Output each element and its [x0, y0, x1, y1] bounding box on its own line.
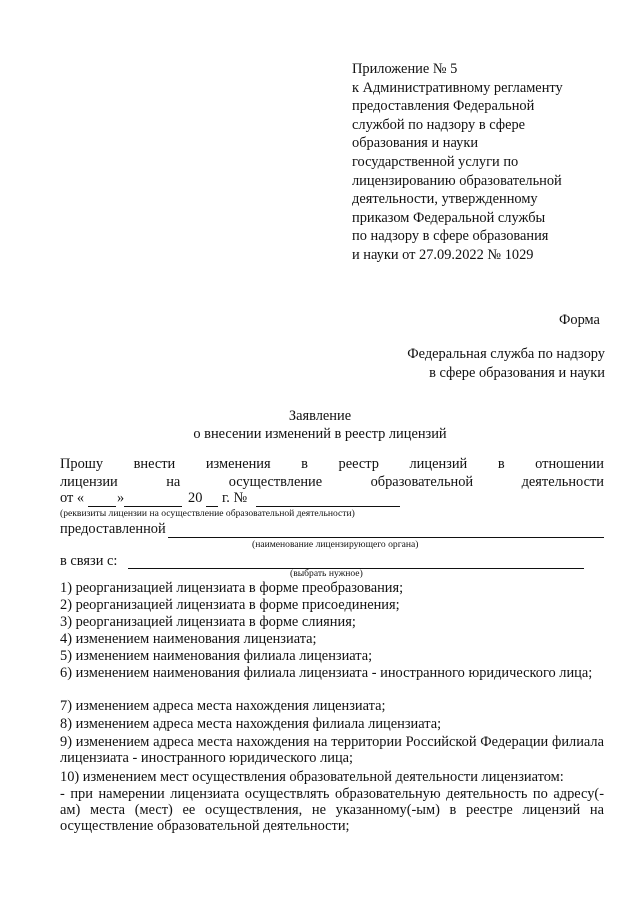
appendix-line: и науки от 27.09.2022 № 1029 — [352, 246, 534, 263]
reason-label: в связи с: — [60, 553, 118, 569]
request-line-1 — [60, 456, 604, 472]
request-word: лицензий — [409, 456, 468, 472]
list-item: 4) изменением наименования лицензиата; — [60, 631, 317, 647]
year-prefix: 20 — [188, 490, 203, 506]
appendix-line: предоставления Федеральной — [352, 98, 535, 115]
list-item: 8) изменением адреса места нахождения филиала лицензиата; — [60, 716, 442, 732]
list-item: 3) реорганизацией лицензиата в форме слияния; — [60, 614, 356, 630]
list-item: 1) реорганизацией лицензиата в форме преобразования; — [60, 580, 404, 596]
licensing-authority-blank[interactable] — [168, 537, 604, 538]
list-item: 2) реорганизацией лицензиата в форме присоединения; — [60, 597, 400, 613]
license-number-blank[interactable] — [256, 506, 400, 507]
requisites-caption: (реквизиты лицензии на осуществление образовательной деятельности) — [60, 508, 355, 519]
request-word: образовательной — [370, 474, 474, 490]
provided-caption: (наименование лицензирующего органа) — [252, 539, 419, 550]
appendix-block — [352, 60, 563, 265]
appendix-line: деятельности, утвержденному — [352, 191, 538, 208]
list-item: 10) изменением мест осуществления образовательной деятельности лицензиатом: — [60, 769, 564, 785]
authority-line: Федеральная служба по надзору — [407, 346, 605, 362]
request-word: Прошу — [60, 456, 104, 472]
form-label: Форма — [559, 312, 600, 328]
request-word: осуществление — [228, 474, 323, 490]
list-item: - при намерении лицензиата осуществлять образовательную деятельность по адресу(-ам) места (мест) ее осуществления, не указанному(-ым) в реестре лицензий на осуществление образовательной деятельности; — [60, 786, 604, 834]
list-item: 5) изменением наименования филиала лицензиата; — [60, 648, 373, 664]
appendix-line: образования и науки — [352, 135, 479, 152]
request-word: на — [166, 474, 181, 490]
document-subtitle: о внесении изменений в реестр лицензий — [193, 426, 447, 442]
number-label: г. № — [222, 490, 248, 506]
appendix-line: приказом Федеральной службы — [352, 209, 546, 226]
appendix-line: Приложение № 5 — [352, 61, 458, 77]
month-blank[interactable] — [124, 506, 182, 507]
authority-line: в сфере образования и науки — [429, 365, 605, 381]
list-item: 7) изменением адреса места нахождения лицензиата; — [60, 698, 386, 714]
appendix-line: к Административному регламенту — [352, 79, 563, 96]
appendix-line: лицензированию образовательной — [352, 172, 562, 189]
request-word: внести — [133, 456, 176, 472]
list-item: 9) изменением адреса места нахождения на территории Российской Федерации филиала лицензиата - иностранного юридического лица; — [60, 734, 604, 766]
request-word: в — [497, 456, 505, 472]
appendix-line: государственной услуги по — [352, 153, 519, 170]
appendix-line: по надзору в сфере образования — [352, 228, 549, 245]
document-title: Заявление — [288, 408, 352, 424]
request-word: в — [301, 456, 308, 472]
request-word: деятельности — [521, 474, 604, 490]
year-blank[interactable] — [206, 506, 218, 507]
appendix-line: службой по надзору в сфере — [352, 116, 526, 133]
request-word: отношении — [535, 456, 604, 472]
request-word: реестр — [338, 456, 379, 472]
request-word: изменения — [205, 456, 271, 472]
day-blank[interactable] — [88, 506, 116, 507]
authority-block — [407, 345, 605, 383]
request-word: лицензии — [60, 474, 118, 490]
reason-caption: (выбрать нужное) — [290, 568, 363, 579]
request-line-2 — [60, 474, 604, 490]
list-item: 6) изменением наименования филиала лицензиата - иностранного юридического лица; — [60, 665, 593, 681]
date-prefix: от « — [60, 490, 85, 506]
date-mid: » — [117, 490, 125, 506]
provided-label: предоставленной — [60, 521, 166, 537]
